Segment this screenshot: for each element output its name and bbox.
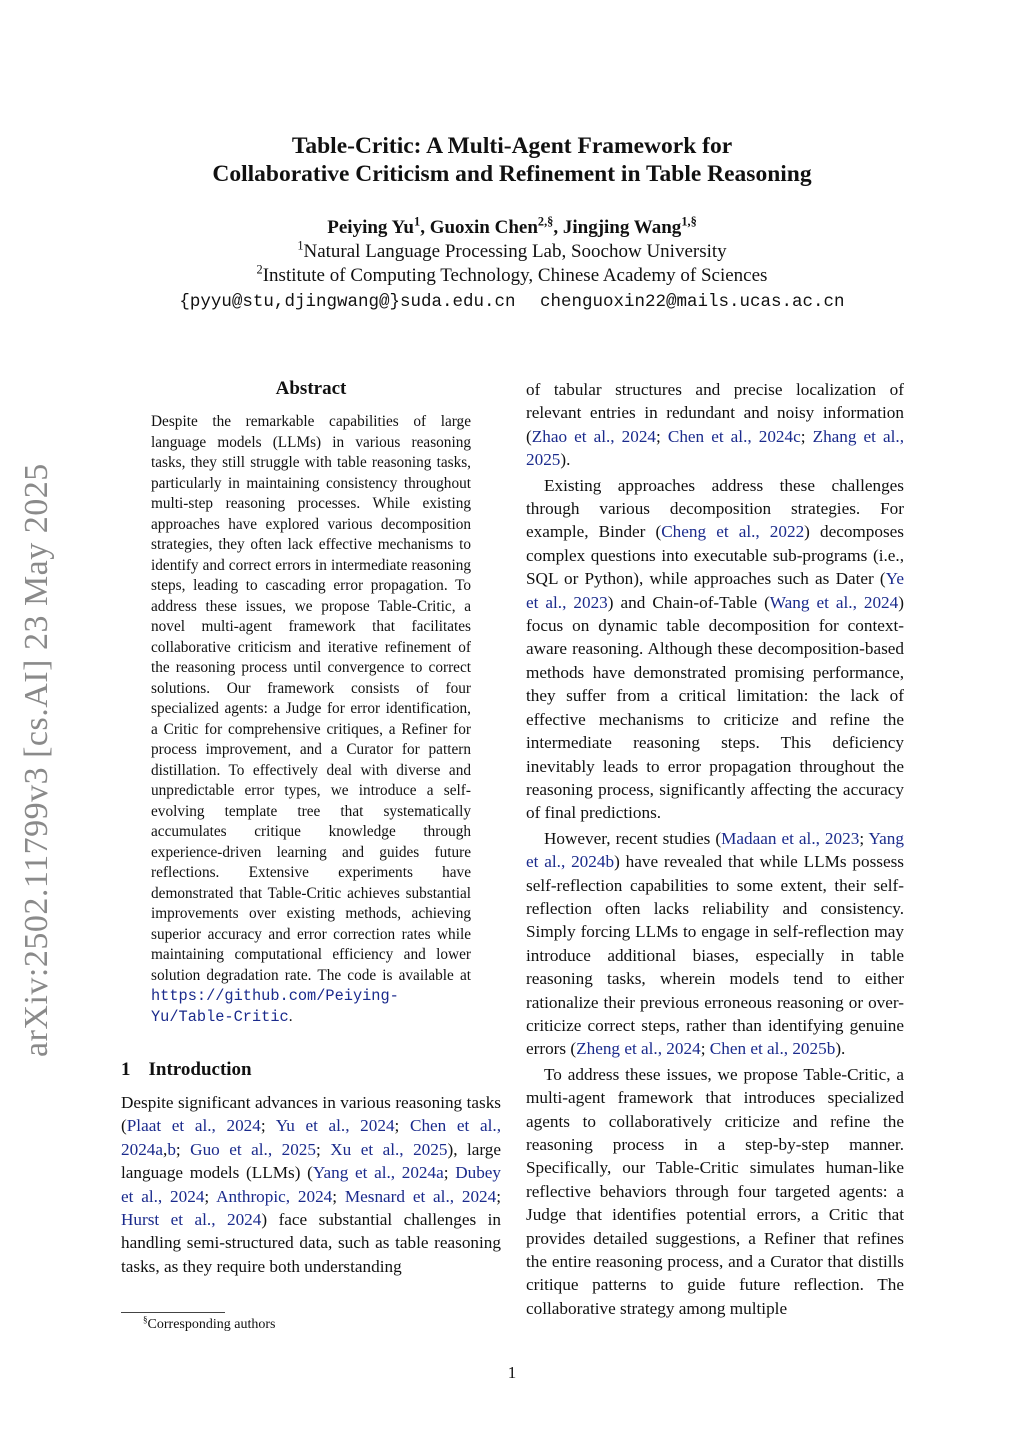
paragraph-text: ; bbox=[496, 1186, 502, 1206]
paragraph-text: To address these issues, we propose Table-Critic, a multi-agent framework that introduces specialized agents to collaboratively criticize and refine the reasoning process in a step-by-step manner. Specifically, our Table-Critic simulates human-like reflective behaviors through four targeted agents: a Judge that identifies potential errors, a Critic that provides detailed suggestions, a Refiner that refines the entire reasoning process, and a Curator that distills critique patterns to guide future reflection. The collaborative strategy among multiple bbox=[526, 1064, 904, 1318]
citation-link[interactable]: b bbox=[167, 1139, 176, 1159]
paragraph-text: ; bbox=[204, 1186, 217, 1206]
paragraph-text: , bbox=[163, 1139, 168, 1159]
section-title: Introduction bbox=[148, 1059, 252, 1080]
footnote-rule bbox=[121, 1312, 225, 1313]
paragraph-text: ), large language models (LLMs) ( bbox=[121, 1139, 502, 1183]
paragraph bbox=[526, 474, 904, 825]
citation-link[interactable]: Mesnard et al., 2024 bbox=[344, 1186, 497, 1206]
paragraph-text: ; bbox=[800, 426, 813, 446]
left-column bbox=[121, 378, 501, 1278]
affiliation bbox=[0, 240, 1024, 264]
paragraph-text: ; bbox=[443, 1163, 456, 1183]
arxiv-identifier: arXiv:2502.11799v3 [cs.AI] 23 May 2025 bbox=[18, 463, 55, 1057]
paragraph-text: ; bbox=[656, 426, 668, 446]
citation-link[interactable]: Zhao et al., 2024 bbox=[531, 426, 657, 446]
citation-link[interactable]: Anthropic, 2024 bbox=[216, 1186, 333, 1206]
citation-link[interactable]: Dubey et al., 2024 bbox=[121, 1163, 502, 1206]
paragraph-text: ) face substantial challenges in handling semi-structured data, such as table reasoning tasks, as they require both understanding bbox=[121, 1210, 501, 1276]
paragraph-text: Despite significant advances in various reasoning tasks ( bbox=[121, 1093, 501, 1136]
paragraph-text: However, recent studies ( bbox=[544, 828, 722, 848]
email[interactable]: chenguoxin22@mails.ucas.ac.cn bbox=[540, 292, 845, 312]
abstract-body bbox=[151, 412, 471, 1027]
paragraph-text: ) focus on dynamic table decomposition for context-aware reasoning. Although these decomposition-based methods have demonstrated promising performance, they suffer from a critical limitation: the lack of effective mechanisms to criticize and refine the intermediate reasoning steps. This deficiency inevitably leads to error propagation throughout the reasoning process, significantly affecting the accuracy of final predictions. bbox=[526, 592, 904, 823]
affiliation-text: Institute of Computing Technology, Chinese Academy of Sciences bbox=[262, 265, 768, 286]
paragraph-text: ; bbox=[700, 1039, 710, 1059]
page-number: 1 bbox=[507, 1363, 517, 1382]
footnote-mark: § bbox=[143, 1314, 148, 1325]
citation-link[interactable]: Chen et al., 2024c bbox=[667, 426, 801, 446]
paragraph-text: ) decomposes complex questions into executable sub-programs (i.e., SQL or Python), while approaches such as Dater ( bbox=[526, 522, 904, 589]
footnote-label: Corresponding authors bbox=[147, 1317, 276, 1332]
citation-link[interactable]: Yu et al., 2024 bbox=[275, 1116, 395, 1136]
paragraph-text: ). bbox=[560, 450, 571, 470]
paragraph-text: Existing approaches address these challenges through various decomposition strategies. For example, Binder ( bbox=[526, 475, 904, 542]
paragraph bbox=[526, 378, 904, 472]
footnote bbox=[121, 1312, 501, 1333]
affiliation bbox=[0, 264, 1024, 288]
right-column bbox=[526, 378, 904, 1320]
paragraph-text: of tabular structures and precise localization of relevant entries in redundant and noisy information ( bbox=[526, 380, 904, 446]
citation-link[interactable]: Ye et al., 2023 bbox=[526, 569, 904, 612]
citation-link[interactable]: Madaan et al., 2023 bbox=[721, 828, 860, 848]
paragraph-text: ; bbox=[332, 1186, 345, 1206]
citation-link[interactable]: Guo et al., 2025 bbox=[190, 1139, 316, 1159]
author-emails bbox=[0, 290, 1024, 314]
paragraph-text: ) and Chain-of-Table ( bbox=[607, 592, 770, 612]
citation-link[interactable]: Yang et al., 2024a bbox=[312, 1163, 444, 1183]
code-link[interactable]: https://github.com/Peiying-Yu/Table-Critic bbox=[151, 987, 399, 1026]
affiliation-mark: 2 bbox=[256, 262, 263, 277]
section-number: 1 bbox=[121, 1059, 131, 1080]
paper-title bbox=[0, 132, 1024, 188]
paragraph-text: ; bbox=[394, 1116, 410, 1136]
citation-link[interactable]: Wang et al., 2024 bbox=[769, 592, 899, 612]
paragraph-text: ; bbox=[175, 1139, 191, 1159]
author-mark: 2,§ bbox=[537, 214, 554, 229]
abstract-text: Despite the remarkable capabilities of large language models (LLMs) in various reasoning tasks, they still struggle with table reasoning tasks, particularly in maintaining consistency throughout multi-step reasoning processes. While existing approaches have explored various decomposition strategies, they often lack effective mechanisms to identify and correct errors in intermediate reasoning steps, leading to cascading error propagation. To address these issues, we propose Table-Critic, a novel multi-agent framework that facilitates collaborative criticism and iterative refinement of the reasoning process until convergence to correct solutions. Our framework consists of four specialized agents: a Judge for error identification, a Critic for comprehensive critiques, a Refiner for process improvement, and a Curator for pattern distillation. To effectively deal with diverse and unpredictable error types, we introduce a self-evolving template tree that systematically accumulates critique knowledge through experience-driven learning and guides future reflections. Extensive experiments have demonstrated that Table-Critic achieves substantial improvements over existing methods, achieving superior accuracy and error correction rates while maintaining computational efficiency and lower solution degradation rate. The code is available at bbox=[151, 413, 471, 984]
citation-link[interactable]: Cheng et al., 2022 bbox=[661, 522, 805, 542]
abstract-heading: Abstract bbox=[275, 378, 347, 399]
citation-link[interactable]: Yang et al., 2024b bbox=[526, 828, 904, 872]
paragraph-text: ) have revealed that while LLMs possess self-reflection capabilities to some extent, their self-reflection often lacks reliability and consistency. Simply forcing LLMs to engage in self-reflection may introduce additional biases, especially in table reasoning tasks, wherein models tend to either rationalize their previous erroneous reasoning or over-criticize correct steps, rather than identifying genuine errors ( bbox=[526, 852, 904, 1059]
paragraph bbox=[526, 1063, 904, 1320]
section-heading bbox=[121, 1059, 501, 1081]
title-line-2: Collaborative Criticism and Refinement in Table Reasoning bbox=[212, 161, 812, 187]
paragraph bbox=[526, 827, 904, 1061]
affiliation-mark: 1 bbox=[297, 238, 304, 253]
citation-link[interactable]: Xu et al., 2025 bbox=[330, 1139, 448, 1159]
abstract-end: . bbox=[288, 1007, 293, 1025]
author-name: Peiying Yu bbox=[327, 217, 415, 238]
title-line-1: Table-Critic: A Multi-Agent Framework for bbox=[291, 133, 733, 159]
citation-link[interactable]: Zheng et al., 2024 bbox=[576, 1039, 701, 1059]
author-mark: 1 bbox=[414, 214, 421, 229]
footnote-text bbox=[143, 1314, 501, 1333]
paper-header bbox=[0, 132, 1024, 314]
citation-link[interactable]: Hurst et al., 2024 bbox=[121, 1210, 262, 1230]
affiliation-text: Natural Language Processing Lab, Soochow University bbox=[303, 241, 727, 262]
author-list: Peiying Yu$^1$, Guoxin Chen$^{2,\S}$, Jingjing Wang$^{1,\S}$ bbox=[327, 214, 697, 238]
citation-link[interactable]: Plaat et al., 2024 bbox=[126, 1116, 261, 1136]
citation-link[interactable]: Chen et al., 2025b bbox=[709, 1039, 836, 1059]
paragraph-text: ; bbox=[315, 1139, 331, 1159]
email[interactable]: {pyyu@stu,djingwang@}suda.edu.cn bbox=[179, 292, 516, 312]
author-name: Guoxin Chen bbox=[429, 217, 538, 238]
citation-link[interactable]: Chen et al., 2024a bbox=[121, 1116, 501, 1159]
author-mark: 1,§ bbox=[681, 214, 697, 229]
paragraph-text: ). bbox=[835, 1039, 846, 1059]
paragraph bbox=[121, 1091, 501, 1278]
paragraph-text: ; bbox=[260, 1116, 276, 1136]
paragraph-text: ; bbox=[859, 828, 869, 848]
citation-link[interactable]: Zhang et al., 2025 bbox=[526, 426, 905, 470]
author-name: Jingjing Wang bbox=[562, 217, 682, 238]
